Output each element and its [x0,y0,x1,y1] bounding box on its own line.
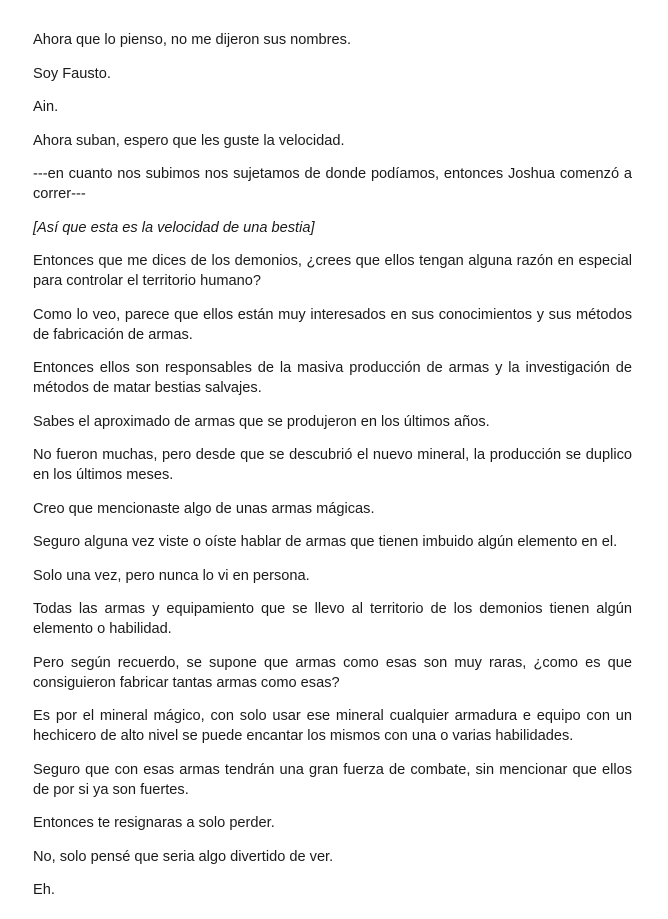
paragraph-21: Eh. [33,882,55,898]
paragraph-6-italic-thought: [Así que esta es la velocidad de una bestia] [33,219,315,236]
paragraph-20: No, solo pensé que seria algo divertido de ver. [33,848,334,865]
paragraph-19: Entonces te resignaras a solo perder. [33,815,275,831]
paragraph-11: No fueron muchas, pero desde que se descubrió el nuevo mineral, la producción se duplico en los últimos meses. [33,447,632,483]
paragraph-10: Sabes el aproximado de armas que se produjeron en los últimos años. [33,413,490,430]
paragraph-12: Creo que mencionaste algo de unas armas mágicas. [33,500,375,517]
paragraph-18: Seguro que con esas armas tendrán una gran fuerza de combate, sin mencionar que ellos de por si ya son fuertes. [33,761,632,798]
paragraph-5: ---en cuanto nos subimos nos sujetamos de donde podíamos, entonces Joshua comenzó a correr--- [33,166,632,202]
paragraph-15: Todas las armas y equipamiento que se llevo al territorio de los demonios tienen algún elemento o habilidad. [33,601,632,637]
paragraph-13: Seguro alguna vez viste o oíste hablar de armas que tienen imbuido algún elemento en el. [33,534,618,550]
paragraph-14: Solo una vez, pero nunca lo vi en persona. [33,567,310,584]
paragraph-7: Entonces que me dices de los demonios, ¿crees que ellos tengan alguna razón en especial para controlar el territorio humano? [33,253,632,289]
paragraph-17: Es por el mineral mágico, con solo usar ese mineral cualquier armadura e equipo con un hechicero de alto nivel se puede encantar los mismos con una o varias habilidades. [33,708,632,744]
paragraph-1: Ahora que lo pienso, no me dijeron sus nombres. [33,32,352,48]
paragraph-16: Pero según recuerdo, se supone que armas como esas son muy raras, ¿como es que consiguieron fabricar tantas armas como esas? [33,654,632,691]
paragraph-4: Ahora suban, espero que les guste la velocidad. [33,132,345,149]
paragraph-9: Entonces ellos son responsables de la masiva producción de armas y la investigación de métodos de matar bestias salvajes. [33,360,632,396]
paragraph-3: Ain. [33,99,59,115]
paragraph-8: Como lo veo, parece que ellos están muy interesados en sus conocimientos y sus métodos de fabricación de armas. [33,306,632,343]
paragraph-2: Soy Fausto. [33,65,111,82]
